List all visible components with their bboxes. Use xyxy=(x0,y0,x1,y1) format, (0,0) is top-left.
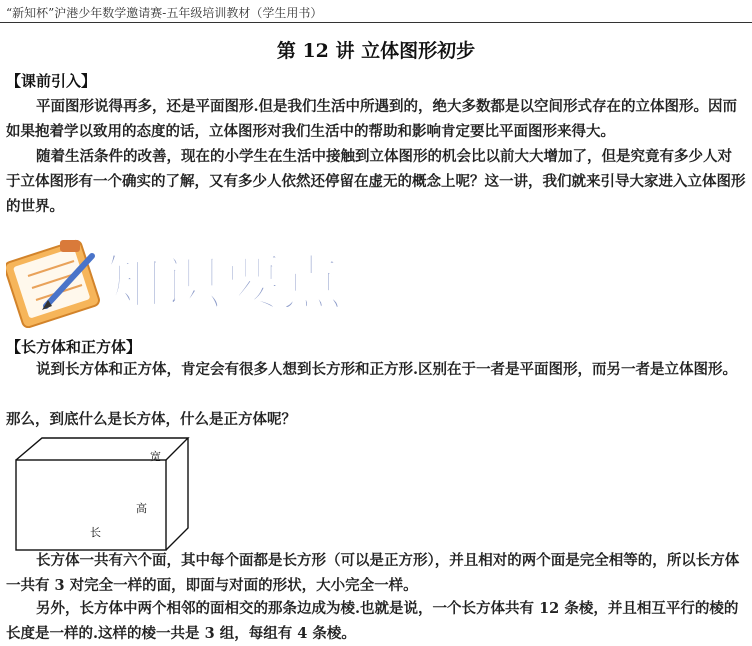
label-width: 宽 xyxy=(150,450,161,463)
intro-paragraph-1: 平面图形说得再多，还是平面图形.但是我们生活中所遇到的，绝大多数都是以空间形式存在的立体图形。因而如果抱着学以致用的态度的话，立体图形对我们生活中的帮助和影响肯定要比平面图形来得大。 xyxy=(6,98,738,140)
cuboid-paragraph-2: 那么，到底什么是长方体，什么是正方体呢？ xyxy=(6,411,296,428)
intro-heading: 【课前引入】 xyxy=(6,72,97,90)
lecture-title: 第 12 讲 立体图形初步 xyxy=(276,40,476,62)
cuboid-figure xyxy=(12,434,192,554)
label-height: 高 xyxy=(136,502,147,515)
cuboid-side-face xyxy=(166,438,188,550)
intro-paragraph-2: 随着生活条件的改善，现在的小学生在生活中接触到立体图形的机会比以前大大增加了，但是究竟有多少人对于立体图形有一个确实的了解，又有多少人依然还停留在虚无的概念上呢？这一讲，我们就来引导大家进入立体图形的世界。 xyxy=(6,148,746,215)
running-header: “新知杯”沪港少年数学邀请赛-五年级培训教材（学生用书） xyxy=(6,6,323,20)
knowledge-points-title: 知识要点 xyxy=(102,249,342,319)
cuboid-paragraph-3: 长方体一共有六个面，其中每个面都是长方形（可以是正方形），并且相对的两个面是完全相等的，所以长方体一共有 3 对完全一样的面，即面与对面的形状，大小完全一样。 xyxy=(6,552,740,594)
label-length: 长 xyxy=(90,526,101,539)
cuboid-top-face xyxy=(16,438,188,460)
knowledge-points-banner xyxy=(6,236,346,328)
cuboid-paragraph-1: 说到长方体和正方体，肯定会有很多人想到长方形和正方形.区别在于一者是平面图形，而另一者是立体图形。 xyxy=(36,361,738,378)
cuboid-paragraph-4: 另外，长方体中两个相邻的面相交的那条边成为棱.也就是说，一个长方体共有 12 条棱，并且相互平行的棱的长度是一样的.这样的棱一共是 3 组，每组有 4 条棱。 xyxy=(6,600,739,642)
cuboid-heading: 【长方体和正方体】 xyxy=(6,338,142,356)
clipboard-pencil-icon xyxy=(6,239,101,328)
header-rule xyxy=(0,22,752,23)
